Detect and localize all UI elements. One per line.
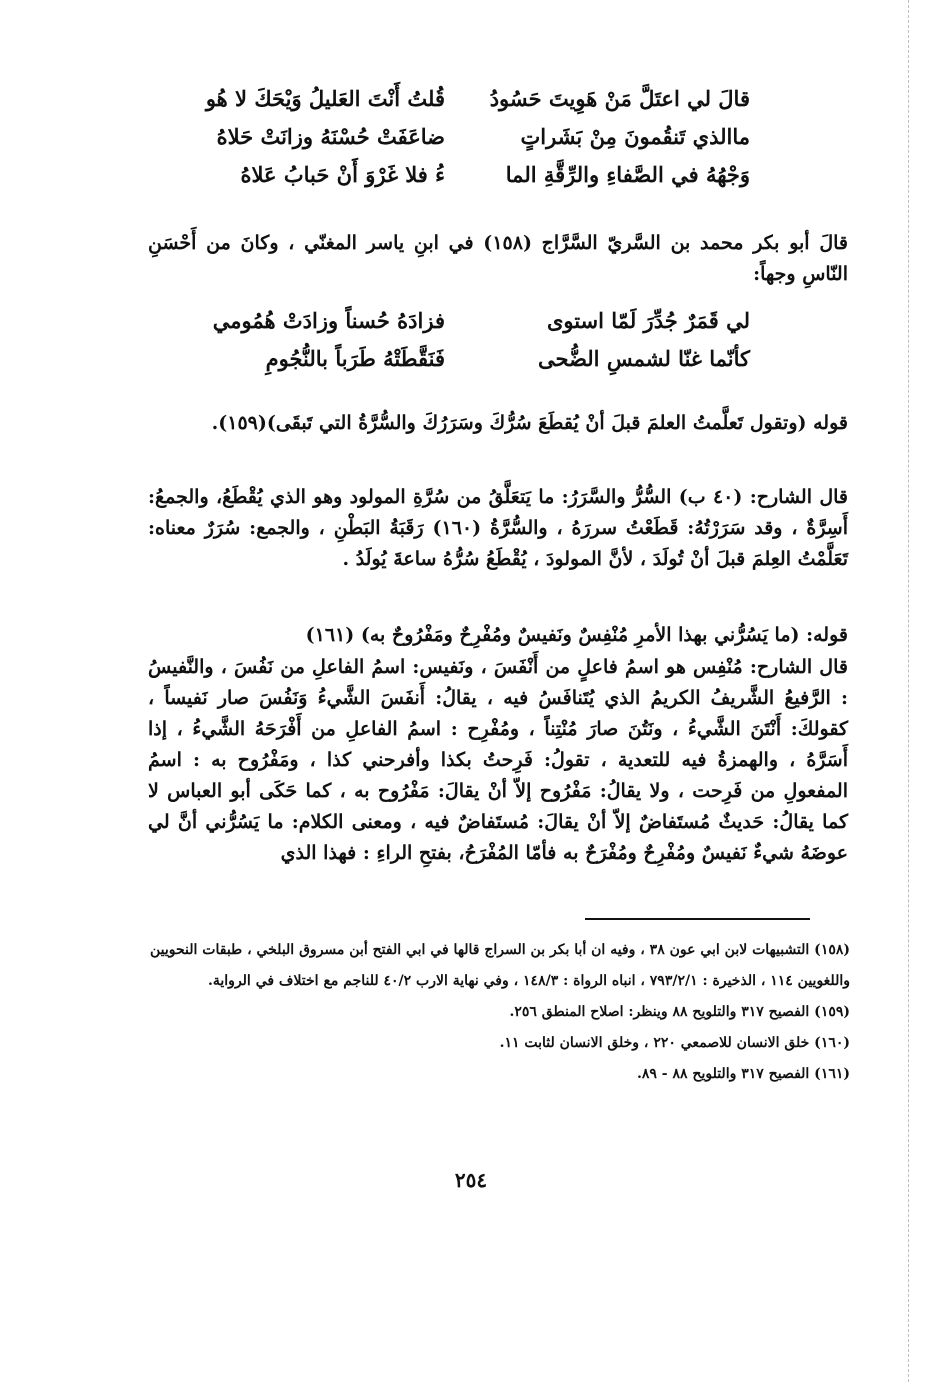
verse-line (150, 156, 750, 194)
page-number: ٢٥٤ (454, 1168, 488, 1192)
verse-line (150, 80, 750, 118)
footnote-159: (١٥٩) الفصيح ٣١٧ والتلويح ٨٨ وينظر: اصلاح المنطق ٢٥٦. (509, 1004, 850, 1020)
footnote-separator (585, 918, 810, 920)
second-hemistich: فَنَقَّطَتْهُ طَرَباً بالنُّجُومِ (265, 346, 445, 371)
quote-paragraph-159: قوله (وتقول تَعلَّمتُ العلمَ قبلَ أنْ يُقطَعَ سُرُّكَ وسَرَرُكَ والسُّرَّةُ التي تَبقَى)(١٥٩). (211, 412, 848, 434)
second-hemistich: قُلتُ أَنْتَ العَليلُ وَيْحَكَ لا هُو (205, 86, 445, 111)
quote-paragraph-161: قوله: (ما يَسُرُّني بهذا الأمرِ مُنْفِسٌ ونَفيسٌ ومُفْرِحٌ ومَفْرُوحٌ به) (١٦١) (305, 624, 848, 646)
footnote-161: (١٦١) الفصيح ٣١٧ والتلويح ٨٨ - ٨٩. (637, 1066, 850, 1082)
first-hemistich: قالَ لي اعتَلَّ مَنْ هَوِيتَ حَسُودُ (489, 86, 750, 111)
footnotes (150, 935, 850, 1090)
first-hemistich: لي قَمَرٌ جُدِّرَ لَمّا استوى (546, 308, 750, 333)
commentary-paragraph-1: قال الشارح: (٤٠ ب) السُّرُّ والسَّرَرُ: ما يَتعَلَّقُ من سُرَّةِ المولود وهو الذي يُقْطَعُ، والجمعُ: أَسِرَّةٌ ، وقد سَرَرْتُهُ: قَطَعْتُ سررَهُ ، والسُّرَّةُ (١٦٠) رَقَبَةُ البَطْنِ ، والجمع: سُرَرٌ معناه: تَعَلَّمْتُ العِلمَ قبلَ أنْ تُولَدَ ، لأنَّ المولودَ ، يُقْطَعُ سُرُّهُ ساعةَ يُولَدُ . (148, 486, 849, 570)
verse-line (150, 118, 750, 156)
commentary-paragraph-2: قال الشارح: مُنْفِس هو اسمُ فاعلٍ من أَنْفَسَ ، ونَفيس: اسمُ الفاعلِ من نَفُسَ ، والنَّفيسُ : الرَّفيعُ الشَّريفُ الكريمُ الذي يُتَنافَسُ فيه ، يقالُ: أَنفَسَ الشَّيءُ وَنَفُسَ صار نَفيساً ، كقولكَ: أَنْتَنَ الشَّيءُ ، ونَتُنَ صارَ مُنْتِناً ، ومُفْرِح : اسمُ الفاعلِ من أَفْرَحَهُ الشَّيءُ ، إذا أَسَرَّهُ ، والهمزةُ فيه للتعدية ، تقولُ: فَرِحتُ بكذا وأفرحني كذا ، ومَفْرُوح به : اسمُ المفعولِ من فَرِحت ، ولا يقالُ: مَفْرُوح إلاّ أنْ يقالَ: مَفْرُوح به ، كما حَكَى أبو العباس لا كما يقالُ: حَديثٌ مُستَفاضٌ إلاّ أنْ يقالَ: مُستَفاضٌ فيه ، ومعنى الكلام: ما يَسُرُّني أنَّ لي عوضَهُ شيءٌ نَفيسٌ ومُفْرِحٌ ومُفْرَحٌ به فأمّا المُفْرَحُ، بفتحِ الراءِ : فهذا الذي (148, 656, 848, 864)
verse-line (150, 302, 750, 340)
intro-paragraph: قالَ أبو بكر محمد بن السَّريّ السَّرَّاج (١٥٨) في ابنِ ياسر المغنّي ، وكانَ من أَحْسَنِ النّاسِ وجهاً: (148, 232, 848, 285)
poem-block-1 (150, 80, 750, 194)
poem-block-2 (150, 302, 750, 378)
second-hemistich: ضاعَفَتْ حُسْنَهُ وزانَتْ حَلاهُ (216, 124, 445, 149)
second-hemistich: فزادَهُ حُسناً وزادَتْ هُمُومي (212, 308, 445, 333)
second-hemistich: ءُ فلا غَرْوَ أَنْ حَبابُ عَلاهُ (240, 162, 445, 187)
first-hemistich: كأنّما غنّا لشمسِ الضُّحى (538, 346, 750, 371)
footnote-160: (١٦٠) خلق الانسان للاصمعي ٢٢٠ ، وخلق الانسان لثابت ١١. (499, 1035, 850, 1051)
first-hemistich: ماالذي تَنقُمونَ مِنْ بَشَراتٍ (520, 124, 750, 149)
first-hemistich: وَجْهُهُ في الصَّفاءِ والرِّقَّةِ الما (505, 162, 750, 187)
verse-line (150, 340, 750, 378)
footnote-158: (١٥٨) التشبيهات لابن ابي عون ٣٨ ، وفيه ان أبا بكر بن السراج قالها في ابي الفتح أبن مسروق البلخي ، طبقات النحويين واللغويين ١١٤ ، الذخيرة : ٧٩٣/٢/١ ، انباه الرواة : ١٤٨/٣ ، وفي نهاية الارب ٤٠/٢ للناجم مع اختلاف في الرواية. (150, 942, 850, 989)
